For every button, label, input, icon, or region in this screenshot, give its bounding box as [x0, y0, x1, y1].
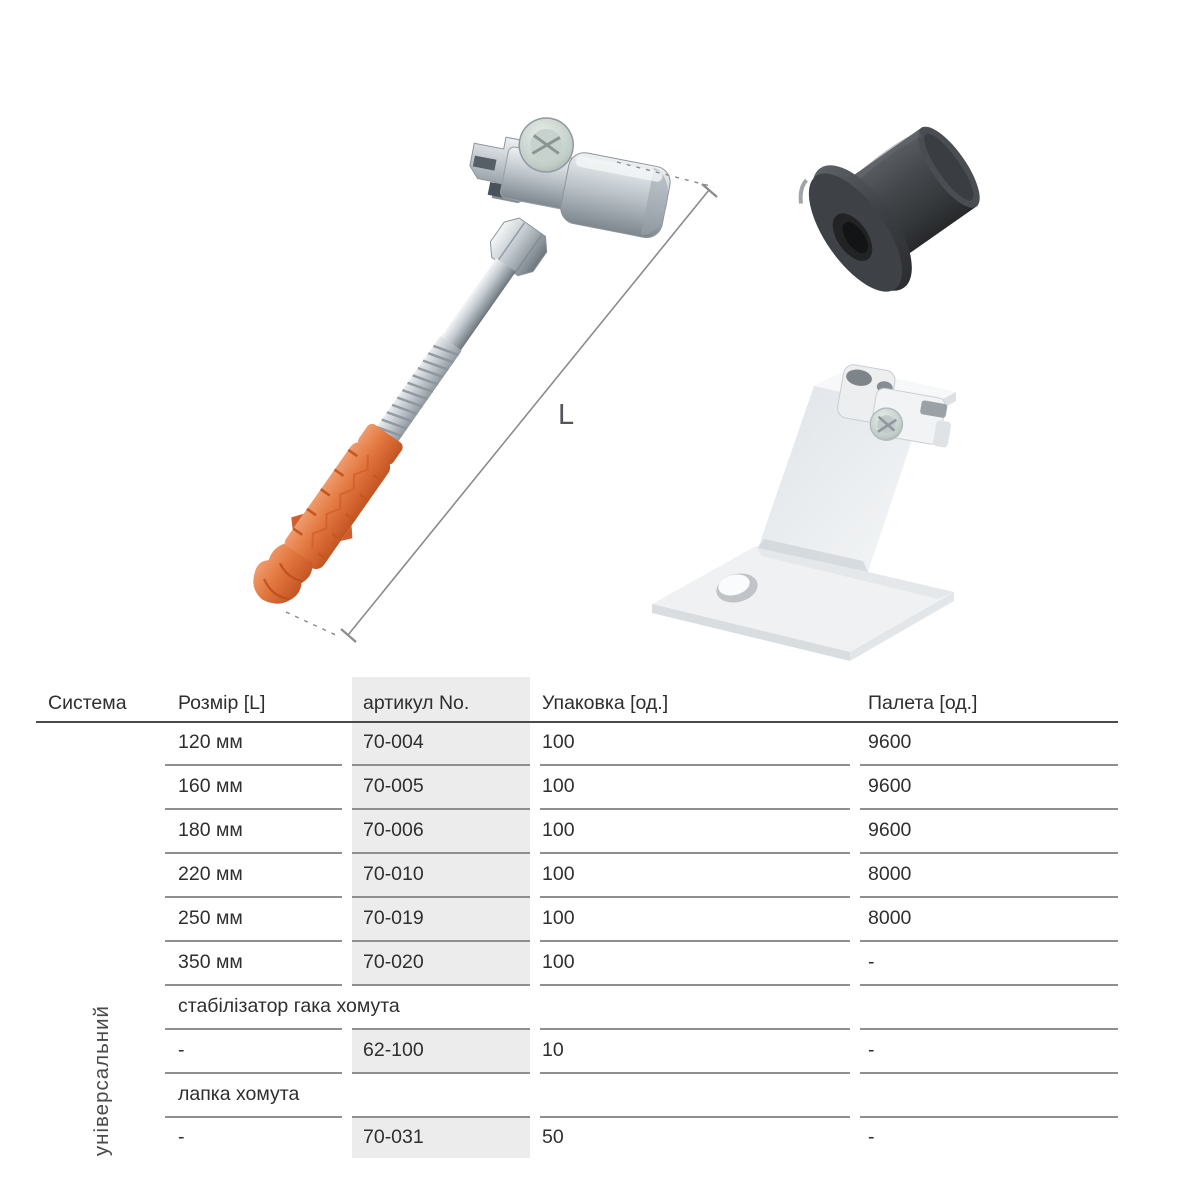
pallet-cell: - [868, 1126, 875, 1149]
article-cell: 70-006 [352, 810, 530, 854]
article-cell: 70-020 [352, 942, 530, 986]
packing-cell: 100 [540, 898, 850, 942]
packing-cell: 50 [542, 1126, 564, 1149]
table-header-rule [36, 721, 1118, 723]
column-header-system: Система [48, 691, 127, 714]
size-cell: 180 мм [165, 810, 342, 854]
size-cell: 220 мм [165, 854, 342, 898]
column-header-pallet: Палета [од.] [868, 691, 978, 714]
section-empty-article [352, 1074, 530, 1118]
column-header-size: Розмір [L] [178, 691, 266, 714]
packing-cell: 100 [540, 810, 850, 854]
article-cell: 62-100 [352, 1030, 530, 1074]
fastener-shank [441, 258, 516, 350]
section-label: стабілізатор гака хомута [165, 986, 342, 1030]
article-cell: 70-005 [352, 766, 530, 810]
size-cell: 160 мм [165, 766, 342, 810]
packing-cell: 100 [540, 854, 850, 898]
fastener-dowel [243, 416, 413, 622]
size-cell: 250 мм [165, 898, 342, 942]
pallet-cell: 8000 [860, 898, 1118, 942]
packing-cell: 100 [540, 722, 850, 766]
pallet-cell: 9600 [860, 722, 1118, 766]
article-cell: 70-010 [352, 854, 530, 898]
cap-stabilizer-image [789, 98, 1005, 310]
section-label: лапка хомута [165, 1074, 342, 1118]
column-header-packing: Упаковка [од.] [542, 691, 669, 714]
pallet-cell: - [860, 942, 1118, 986]
fastener-clamp-head [463, 105, 679, 241]
bracket-foot-image [652, 363, 959, 661]
size-cell: 350 мм [165, 942, 342, 986]
spec-table [36, 677, 1118, 1158]
article-cell: 70-031 [352, 1118, 530, 1158]
system-vertical-label: універсальний [90, 1004, 114, 1156]
size-cell: - [178, 1126, 185, 1149]
packing-cell: 100 [540, 766, 850, 810]
dimension-label: L [558, 399, 575, 431]
section-empty-pallet [860, 1074, 1118, 1118]
section-empty-packing [540, 986, 850, 1030]
column-header-article: артикул No. [352, 677, 530, 722]
system-column-cell [36, 722, 155, 1158]
pallet-cell: 9600 [860, 810, 1118, 854]
hook-fastener-image [177, 38, 712, 668]
section-empty-packing [540, 1074, 850, 1118]
packing-cell: 10 [540, 1030, 850, 1074]
article-cell: 70-004 [352, 722, 530, 766]
pallet-cell: - [860, 1030, 1118, 1074]
size-cell: 120 мм [165, 722, 342, 766]
pallet-cell: 8000 [860, 854, 1118, 898]
article-cell: 70-019 [352, 898, 530, 942]
section-empty-pallet [860, 986, 1118, 1030]
packing-cell: 100 [540, 942, 850, 986]
pallet-cell: 9600 [860, 766, 1118, 810]
size-cell: - [165, 1030, 342, 1074]
